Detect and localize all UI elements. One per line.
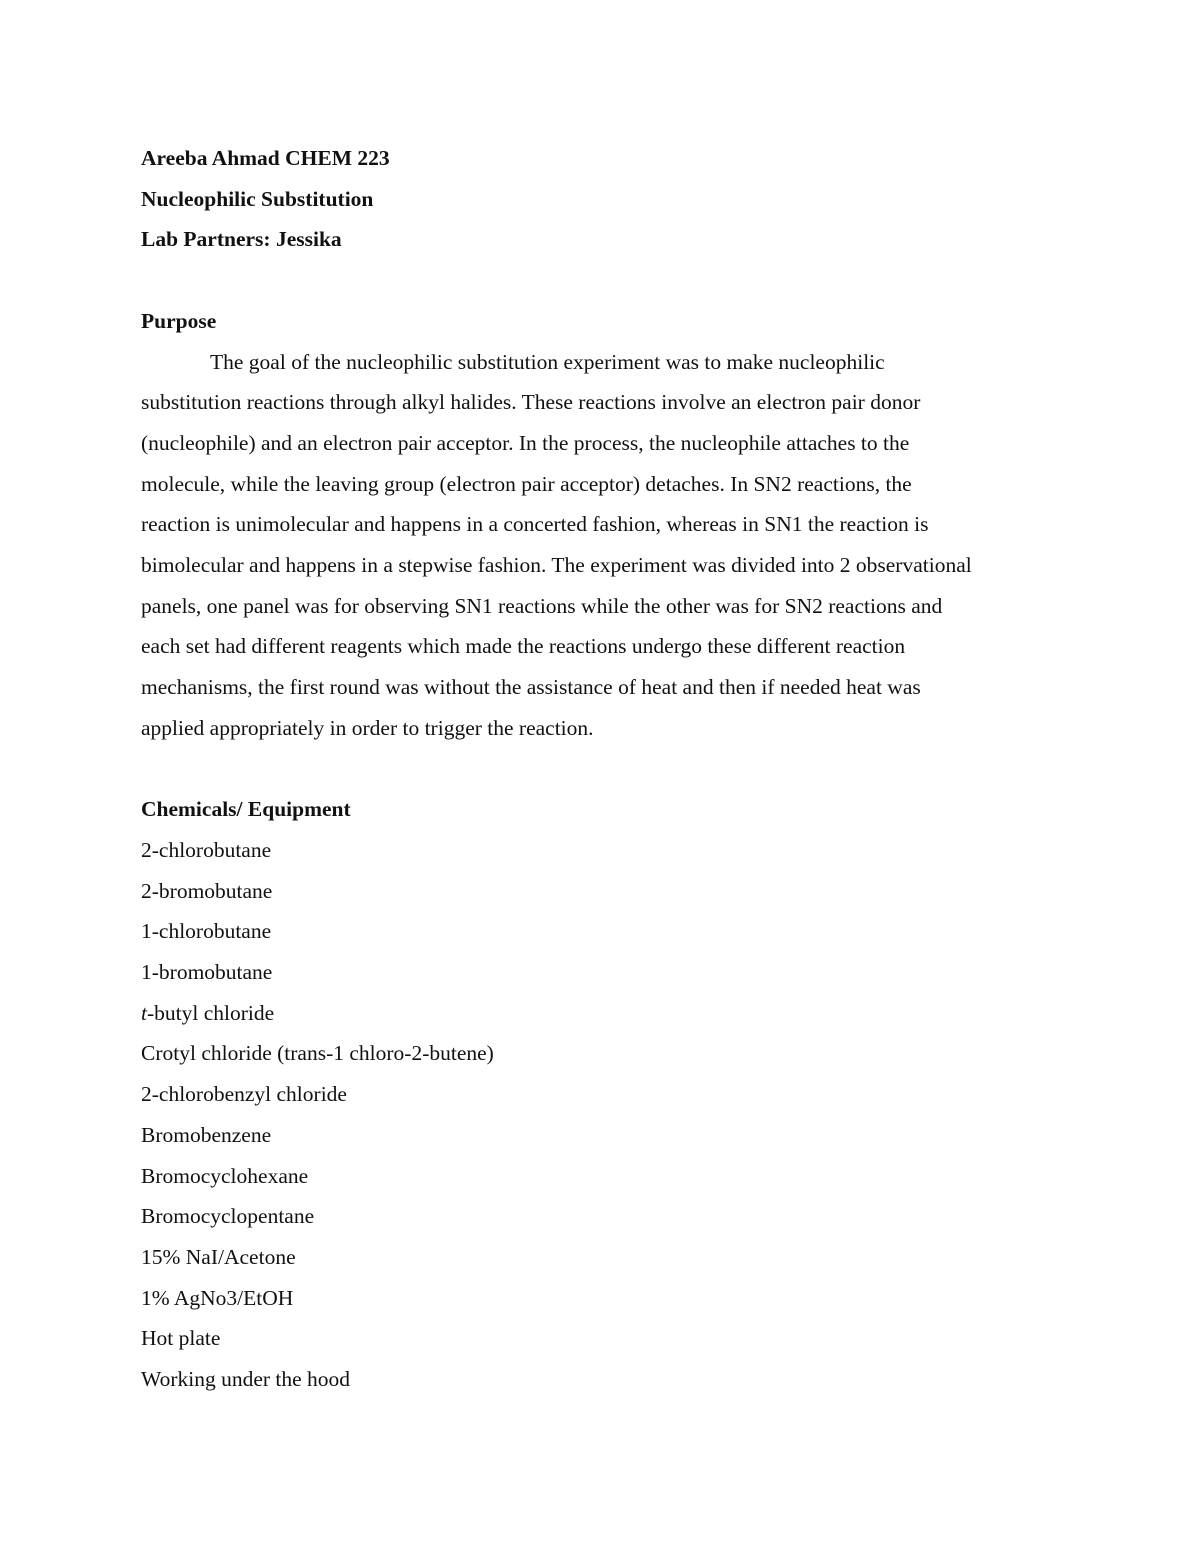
chemicals-list	[141, 830, 1061, 1400]
chemical-item: 1% AgNo3/EtOH	[141, 1285, 294, 1310]
chemical-item	[141, 993, 1061, 1034]
purpose-paragraph	[141, 342, 1061, 749]
chemical-item: Bromocyclopentane	[141, 1204, 315, 1229]
purpose-line: bimolecular and happens in a stepwise fashion. The experiment was divided into 2 observational	[141, 553, 972, 578]
document-title: Nucleophilic Substitution	[141, 186, 374, 211]
chemical-item: Bromocyclohexane	[141, 1163, 309, 1188]
purpose-line: reaction is unimolecular and happens in a concerted fashion, whereas in SN1 the reaction is	[141, 512, 929, 537]
chemical-item: Working under the hood	[141, 1367, 351, 1392]
purpose-line: applied appropriately in order to trigger the reaction.	[141, 715, 594, 740]
purpose-line: each set had different reagents which made the reactions undergo these different reaction	[141, 634, 906, 659]
chemical-item: 15% NaI/Acetone	[141, 1244, 296, 1269]
chemical-item: Hot plate	[141, 1326, 221, 1351]
chemical-item: 2-bromobutane	[141, 878, 273, 903]
chemical-item: 2-chlorobutane	[141, 837, 272, 862]
purpose-line-text: The goal of the nucleophilic substitution experiment was to make nucleophilic	[210, 349, 885, 374]
purpose-line: panels, one panel was for observing SN1 reactions while the other was for SN2 reactions and	[141, 593, 943, 618]
purpose-line: molecule, while the leaving group (electron pair acceptor) detaches. In SN2 reactions, the	[141, 471, 912, 496]
purpose-line: mechanisms, the first round was without the assistance of heat and then if needed heat was	[141, 675, 921, 700]
chemical-item: Bromobenzene	[141, 1122, 272, 1147]
chemical-item: 1-bromobutane	[141, 960, 273, 985]
document-body	[141, 138, 1061, 1400]
purpose-heading: Purpose	[141, 308, 217, 333]
tert-prefix: t	[141, 1000, 147, 1025]
chemical-item: 1-chlorobutane	[141, 919, 272, 944]
lab-partners-line: Lab Partners: Jessika	[141, 227, 342, 252]
chemicals-heading: Chemicals/ Equipment	[141, 797, 351, 822]
chemical-item: Crotyl chloride (trans-1 chloro-2-butene)	[141, 1041, 494, 1066]
author-course-line: Areeba Ahmad CHEM 223	[141, 146, 390, 170]
spacer	[141, 260, 1061, 301]
purpose-line	[141, 342, 1061, 383]
chemical-item-text: -butyl chloride	[146, 1000, 275, 1025]
purpose-line: substitution reactions through alkyl halides. These reactions involve an electron pair donor	[141, 390, 921, 415]
chemical-item: 2-chlorobenzyl chloride	[141, 1082, 347, 1107]
purpose-line: (nucleophile) and an electron pair acceptor. In the process, the nucleophile attaches to the	[141, 430, 910, 455]
spacer	[141, 749, 1061, 790]
